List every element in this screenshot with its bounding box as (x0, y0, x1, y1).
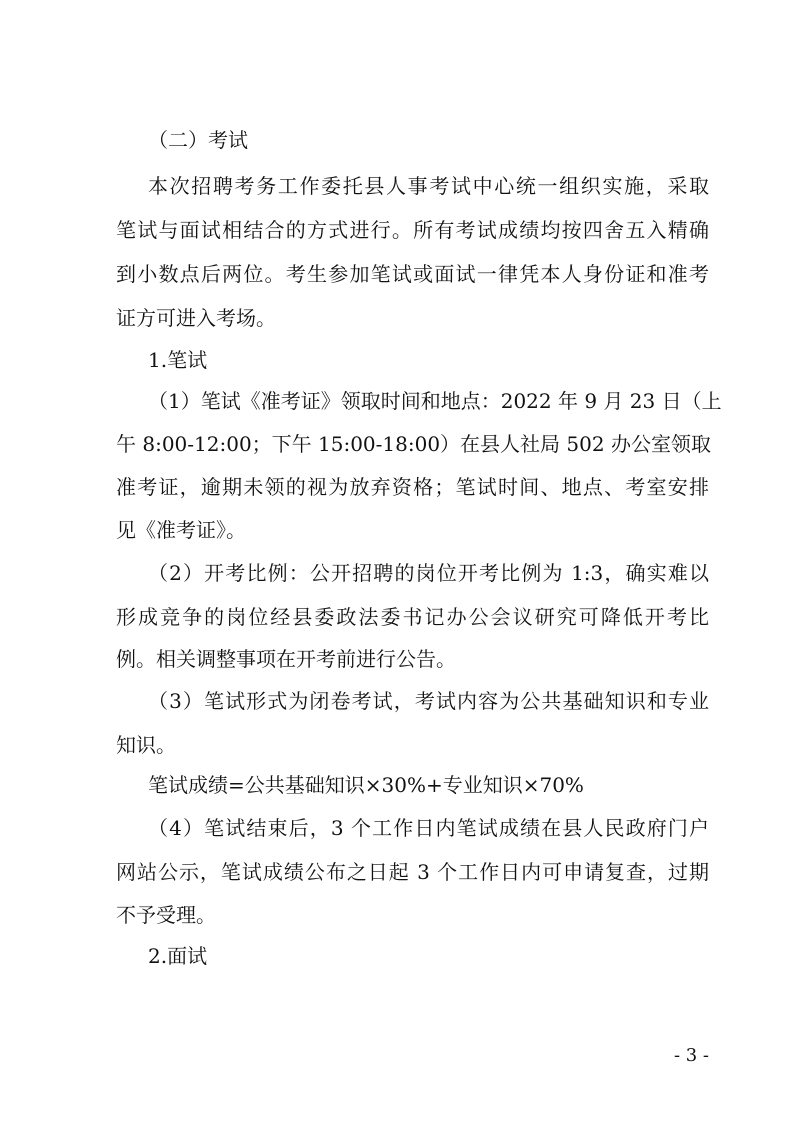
intro-line-3: 到小数点后两位。考生参加笔试或面试一律凭本人身份证和准考 (116, 262, 709, 286)
item3-line-1: （3）笔试形式为闭卷考试，考试内容为公共基础知识和专业 (148, 689, 709, 713)
intro-line-2: 笔试与面试相结合的方式进行。所有考试成绩均按四舍五入精确 (116, 218, 709, 242)
item3-line-2: 知识。 (116, 733, 176, 757)
written-exam-heading: 1.笔试 (148, 348, 208, 372)
item1-line-3: 准考证，逾期未领的视为放弃资格；笔试时间、地点、考室安排 (116, 475, 709, 499)
item2-line-2: 形成竞争的岗位经县委政法委书记办公会议研究可降低开考比 (116, 605, 709, 629)
item4-line-2: 网站公示，笔试成绩公布之日起 3 个工作日内可申请复查，过期 (116, 860, 709, 884)
score-formula: 笔试成绩=公共基础知识×30%+专业知识×70% (148, 773, 584, 797)
item4-line-3: 不予受理。 (116, 903, 216, 927)
intro-line-1: 本次招聘考务工作委托县人事考试中心统一组织实施，采取 (148, 174, 709, 198)
interview-heading: 2.面试 (148, 944, 208, 968)
item1-line-1: （1）笔试《准考证》领取时间和地点：2022 年 9 月 23 日（上 (148, 389, 722, 413)
item2-line-3: 例。相关调整事项在开考前进行公告。 (116, 647, 456, 671)
page-number: - 3 - (673, 1045, 709, 1066)
item1-line-4: 见《准考证》。 (116, 518, 246, 542)
section-heading: （二）考试 (148, 128, 248, 152)
item2-line-1: （2）开考比例：公开招聘的岗位开考比例为 1:3，确实难以 (148, 561, 709, 585)
item4-line-1: （4）笔试结束后，3 个工作日内笔试成绩在县人民政府门户 (148, 816, 709, 840)
item1-line-2: 午 8:00-12:00；下午 15:00-18:00）在县人社局 502 办公室领取 (116, 432, 711, 456)
intro-line-4: 证方可进入考场。 (116, 306, 276, 330)
